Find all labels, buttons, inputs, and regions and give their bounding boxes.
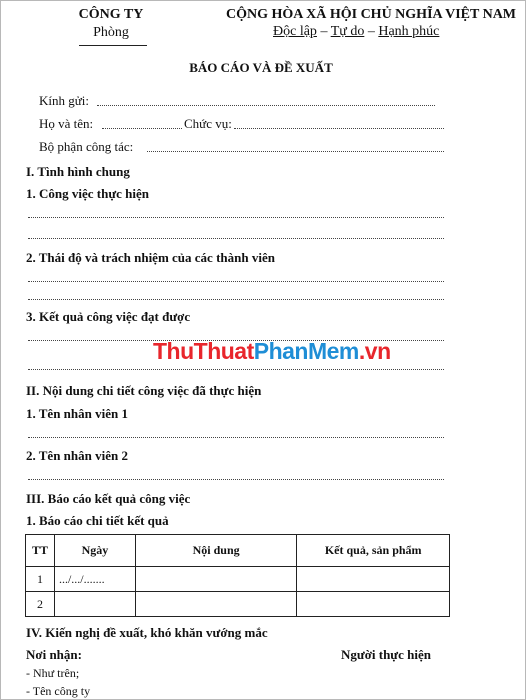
dotted-line [28, 479, 444, 480]
table-cell [135, 592, 297, 617]
table-header-cell: TT [26, 535, 55, 567]
department-label: Bộ phận công tác: [39, 139, 134, 154]
table-cell: 1 [26, 567, 55, 592]
watermark-part-3: .vn [358, 338, 391, 364]
position-dotted-line [234, 128, 444, 129]
motto-independence: Độc lập [273, 24, 317, 39]
table-header-cell: Kết quả, sản phẩm [297, 535, 450, 567]
dotted-line [28, 299, 444, 300]
report-table [25, 534, 450, 617]
table-row [26, 592, 450, 617]
table-header-cell: Nội dung [135, 535, 297, 567]
table-header-cell: Ngày [54, 535, 135, 567]
table-cell: 2 [26, 592, 55, 617]
dotted-line [28, 217, 444, 218]
dotted-line [28, 437, 444, 438]
motto-happiness: Hạnh phúc [378, 24, 440, 39]
recipient-dotted-line [97, 105, 435, 106]
section-3-1-heading: 1. Báo cáo chi tiết kết quả [26, 513, 169, 528]
company-name: CÔNG TY [78, 7, 144, 22]
recipient-label: Kính gửi: [39, 93, 90, 108]
header-left-rule [79, 45, 147, 46]
section-3-heading: III. Báo cáo kết quả công việc [26, 491, 191, 506]
name-dotted-line [102, 128, 182, 129]
motto-freedom: Tự do [330, 24, 365, 39]
recipient-item: - Tên công ty [26, 684, 91, 698]
section-1-2-heading: 2. Thái độ và trách nhiệm của các thành viên [26, 250, 275, 265]
national-motto [273, 24, 439, 40]
performer-label: Người thực hiện [341, 647, 431, 662]
dotted-line [28, 238, 444, 239]
watermark-part-2: PhanMem [253, 338, 359, 364]
section-4-heading: IV. Kiến nghị đề xuất, khó khăn vướng mắc [26, 625, 268, 640]
section-1-3-heading: 3. Kết quả công việc đạt được [26, 309, 191, 324]
section-1-heading: I. Tình hình chung [26, 164, 130, 179]
document-title: BÁO CÁO VÀ ĐỀ XUẤT [189, 60, 333, 75]
name-label: Họ và tên: [39, 116, 94, 131]
watermark-part-1: ThuThuat [153, 338, 254, 364]
section-1-1-heading: 1. Công việc thực hiện [26, 186, 149, 201]
recipient-item: - Như trên; [26, 666, 80, 680]
section-2-1-heading: 1. Tên nhân viên 1 [26, 406, 128, 421]
table-cell: .../.../....... [54, 567, 135, 592]
table-cell [135, 567, 297, 592]
table-row [26, 567, 450, 592]
department-dotted-line [147, 151, 444, 152]
recipients-label: Nơi nhận: [26, 647, 82, 662]
table-cell [54, 592, 135, 617]
table-cell [297, 567, 450, 592]
motto-separator: – [316, 24, 331, 39]
table-header-row [26, 535, 450, 567]
dotted-line [28, 281, 444, 282]
table-cell [297, 592, 450, 617]
section-2-heading: II. Nội dung chi tiết công việc đã thực hiện [26, 383, 262, 398]
dotted-line [28, 369, 444, 370]
section-2-2-heading: 2. Tên nhân viên 2 [26, 448, 128, 463]
department-name: Phòng [93, 25, 129, 40]
nation-title: CỘNG HÒA XÃ HỘI CHỦ NGHĨA VIỆT NAM [226, 7, 517, 22]
watermark-logo [153, 338, 391, 365]
position-label: Chức vụ: [184, 116, 232, 131]
motto-separator: – [364, 24, 379, 39]
